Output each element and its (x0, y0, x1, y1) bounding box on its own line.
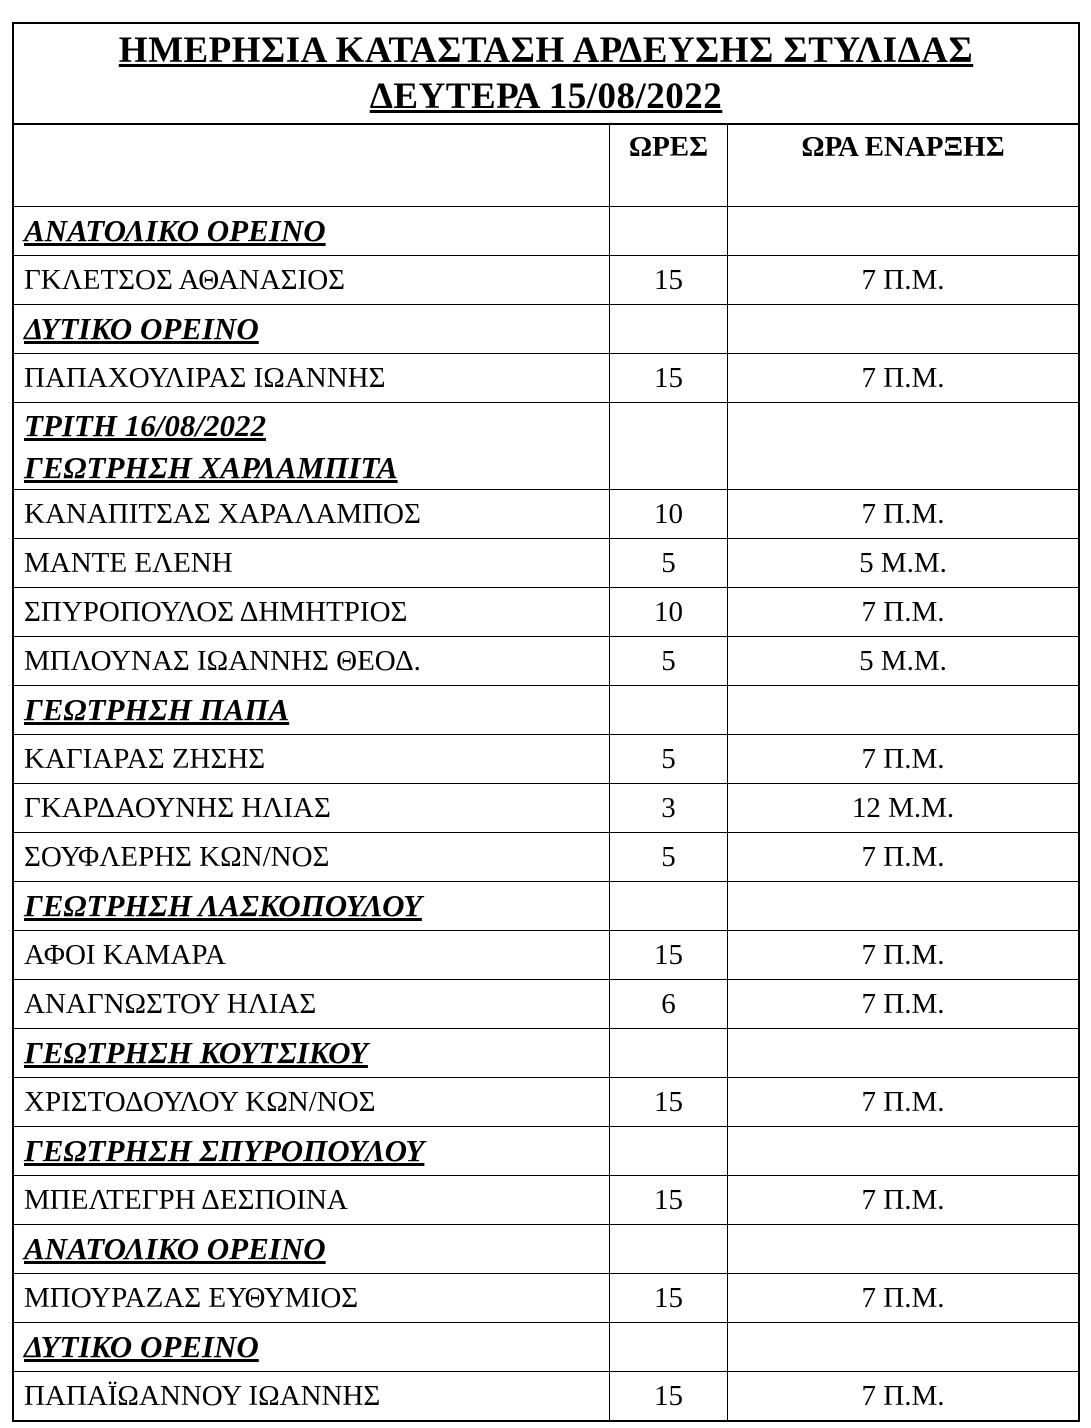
table-row (14, 1372, 1078, 1421)
table-row (14, 735, 1078, 784)
farmer-name: ΚΑΝΑΠΙΤΣΑΣ ΧΑΡΑΛΑΜΠΟΣ (14, 490, 610, 539)
irrigation-hours: 5 (610, 735, 728, 784)
table-row (14, 588, 1078, 637)
table-row (14, 1078, 1078, 1127)
section-heading-row (14, 305, 1078, 354)
empty-cell (610, 305, 728, 354)
farmer-name: ΣΟΥΦΛΕΡΗΣ ΚΩΝ/ΝΟΣ (14, 833, 610, 882)
irrigation-hours: 5 (610, 539, 728, 588)
table-row (14, 784, 1078, 833)
section-heading (14, 403, 610, 490)
document-title: ΗΜΕΡΗΣΙΑ ΚΑΤΑΣΤΑΣΗ ΑΡΔΕΥΣΗΣ ΣΤΥΛΙΔΑΣ (118, 30, 974, 71)
empty-cell (728, 1029, 1079, 1078)
farmer-name: ΣΠΥΡΟΠΟΥΛΟΣ ΔΗΜΗΤΡΙΟΣ (14, 588, 610, 637)
header-name-cell (14, 124, 610, 207)
farmer-name: ΚΑΓΙΑΡΑΣ ΖΗΣΗΣ (14, 735, 610, 784)
document-date: ΔΕΥΤΕΡΑ 15/08/2022 (369, 76, 723, 117)
farmer-name: ΓΚΛΕΤΣΟΣ ΑΘΑΝΑΣΙΟΣ (14, 256, 610, 305)
farmer-name: ΓΚΑΡΔΑΟΥΝΗΣ ΗΛΙΑΣ (14, 784, 610, 833)
section-heading-row (14, 1225, 1078, 1274)
start-time: 7 Π.Μ. (728, 1274, 1079, 1323)
empty-cell (728, 882, 1079, 931)
irrigation-hours: 10 (610, 490, 728, 539)
irrigation-hours: 5 (610, 637, 728, 686)
start-time: 7 Π.Μ. (728, 833, 1079, 882)
start-time: 12 Μ.Μ. (728, 784, 1079, 833)
section-heading: ΑΝΑΤΟΛΙΚΟ ΟΡΕΙΝΟ (14, 207, 610, 256)
empty-cell (610, 207, 728, 256)
empty-cell (728, 1323, 1079, 1372)
start-time: 7 Π.Μ. (728, 1176, 1079, 1225)
farmer-name: ΜΑΝΤΕ ΕΛΕΝΗ (14, 539, 610, 588)
start-time: 5 Μ.Μ. (728, 539, 1079, 588)
borehole-heading: ΓΕΩΤΡΗΣΗ ΧΑΡΛΑΜΠΙΤΑ (24, 450, 398, 485)
start-time: 7 Π.Μ. (728, 1078, 1079, 1127)
farmer-name: ΜΠΛΟΥΝΑΣ ΙΩΑΝΝΗΣ ΘΕΟΔ. (14, 637, 610, 686)
empty-cell (728, 1225, 1079, 1274)
section-heading-row (14, 1127, 1078, 1176)
section-heading: ΓΕΩΤΡΗΣΗ ΠΑΠΑ (14, 686, 610, 735)
schedule-table (14, 123, 1078, 1420)
empty-cell (610, 1127, 728, 1176)
irrigation-hours: 15 (610, 931, 728, 980)
farmer-name: ΠΑΠΑΧΟΥΛΙΡΑΣ ΙΩΑΝΝΗΣ (14, 354, 610, 403)
section-heading-row (14, 882, 1078, 931)
empty-cell (610, 403, 728, 490)
section-heading: ΓΕΩΤΡΗΣΗ ΛΑΣΚΟΠΟΥΛΟΥ (14, 882, 610, 931)
irrigation-hours: 5 (610, 833, 728, 882)
section-heading: ΔΥΤΙΚΟ ΟΡΕΙΝΟ (14, 1323, 610, 1372)
irrigation-hours: 15 (610, 1078, 728, 1127)
start-time: 5 Μ.Μ. (728, 637, 1079, 686)
table-row (14, 256, 1078, 305)
irrigation-hours: 3 (610, 784, 728, 833)
start-time: 7 Π.Μ. (728, 980, 1079, 1029)
table-row (14, 1274, 1078, 1323)
start-time: 7 Π.Μ. (728, 735, 1079, 784)
start-time: 7 Π.Μ. (728, 1372, 1079, 1421)
irrigation-hours: 15 (610, 1372, 728, 1421)
irrigation-hours: 15 (610, 1274, 728, 1323)
section-heading-row (14, 207, 1078, 256)
section-heading: ΓΕΩΤΡΗΣΗ ΣΠΥΡΟΠΟΥΛΟΥ (14, 1127, 610, 1176)
start-time: 7 Π.Μ. (728, 588, 1079, 637)
farmer-name: ΑΝΑΓΝΩΣΤΟΥ ΗΛΙΑΣ (14, 980, 610, 1029)
empty-cell (728, 686, 1079, 735)
start-time: 7 Π.Μ. (728, 354, 1079, 403)
farmer-name: ΜΠΟΥΡΑΖΑΣ ΕΥΘΥΜΙΟΣ (14, 1274, 610, 1323)
header-start-time: ΩΡΑ ΕΝΑΡΞΗΣ (728, 124, 1079, 207)
table-row (14, 539, 1078, 588)
day-date-heading: ΤΡΙΤΗ 16/08/2022 (24, 408, 266, 443)
farmer-name: ΜΠΕΛΤΕΓΡΗ ΔΕΣΠΟΙΝΑ (14, 1176, 610, 1225)
farmer-name: ΧΡΙΣΤΟΔΟΥΛΟΥ ΚΩΝ/ΝΟΣ (14, 1078, 610, 1127)
irrigation-hours: 15 (610, 256, 728, 305)
irrigation-hours: 15 (610, 1176, 728, 1225)
table-row (14, 637, 1078, 686)
start-time: 7 Π.Μ. (728, 490, 1079, 539)
start-time: 7 Π.Μ. (728, 931, 1079, 980)
empty-cell (610, 686, 728, 735)
farmer-name: ΠΑΠΑΪΩΑΝΝΟΥ ΙΩΑΝΝΗΣ (14, 1372, 610, 1421)
empty-cell (728, 207, 1079, 256)
empty-cell (610, 882, 728, 931)
section-heading-row (14, 686, 1078, 735)
table-row (14, 1176, 1078, 1225)
table-header-row (14, 124, 1078, 207)
table-row (14, 980, 1078, 1029)
farmer-name: ΑΦΟΙ ΚΑΜΑΡΑ (14, 931, 610, 980)
empty-cell (728, 1127, 1079, 1176)
section-heading-row (14, 1029, 1078, 1078)
section-heading: ΔΥΤΙΚΟ ΟΡΕΙΝΟ (14, 305, 610, 354)
section-heading: ΓΕΩΤΡΗΣΗ ΚΟΥΤΣΙΚΟΥ (14, 1029, 610, 1078)
table-row (14, 490, 1078, 539)
empty-cell (610, 1323, 728, 1372)
section-heading: ΑΝΑΤΟΛΙΚΟ ΟΡΕΙΝΟ (14, 1225, 610, 1274)
start-time: 7 Π.Μ. (728, 256, 1079, 305)
header-hours: ΩΡΕΣ (610, 124, 728, 207)
section-heading-row (14, 1323, 1078, 1372)
irrigation-hours: 15 (610, 354, 728, 403)
empty-cell (610, 1029, 728, 1078)
irrigation-hours: 10 (610, 588, 728, 637)
table-row (14, 354, 1078, 403)
section-heading-row (14, 403, 1078, 490)
empty-cell (610, 1225, 728, 1274)
empty-cell (728, 403, 1079, 490)
table-row (14, 931, 1078, 980)
table-row (14, 833, 1078, 882)
irrigation-hours: 6 (610, 980, 728, 1029)
irrigation-schedule-document (12, 22, 1080, 1422)
empty-cell (728, 305, 1079, 354)
